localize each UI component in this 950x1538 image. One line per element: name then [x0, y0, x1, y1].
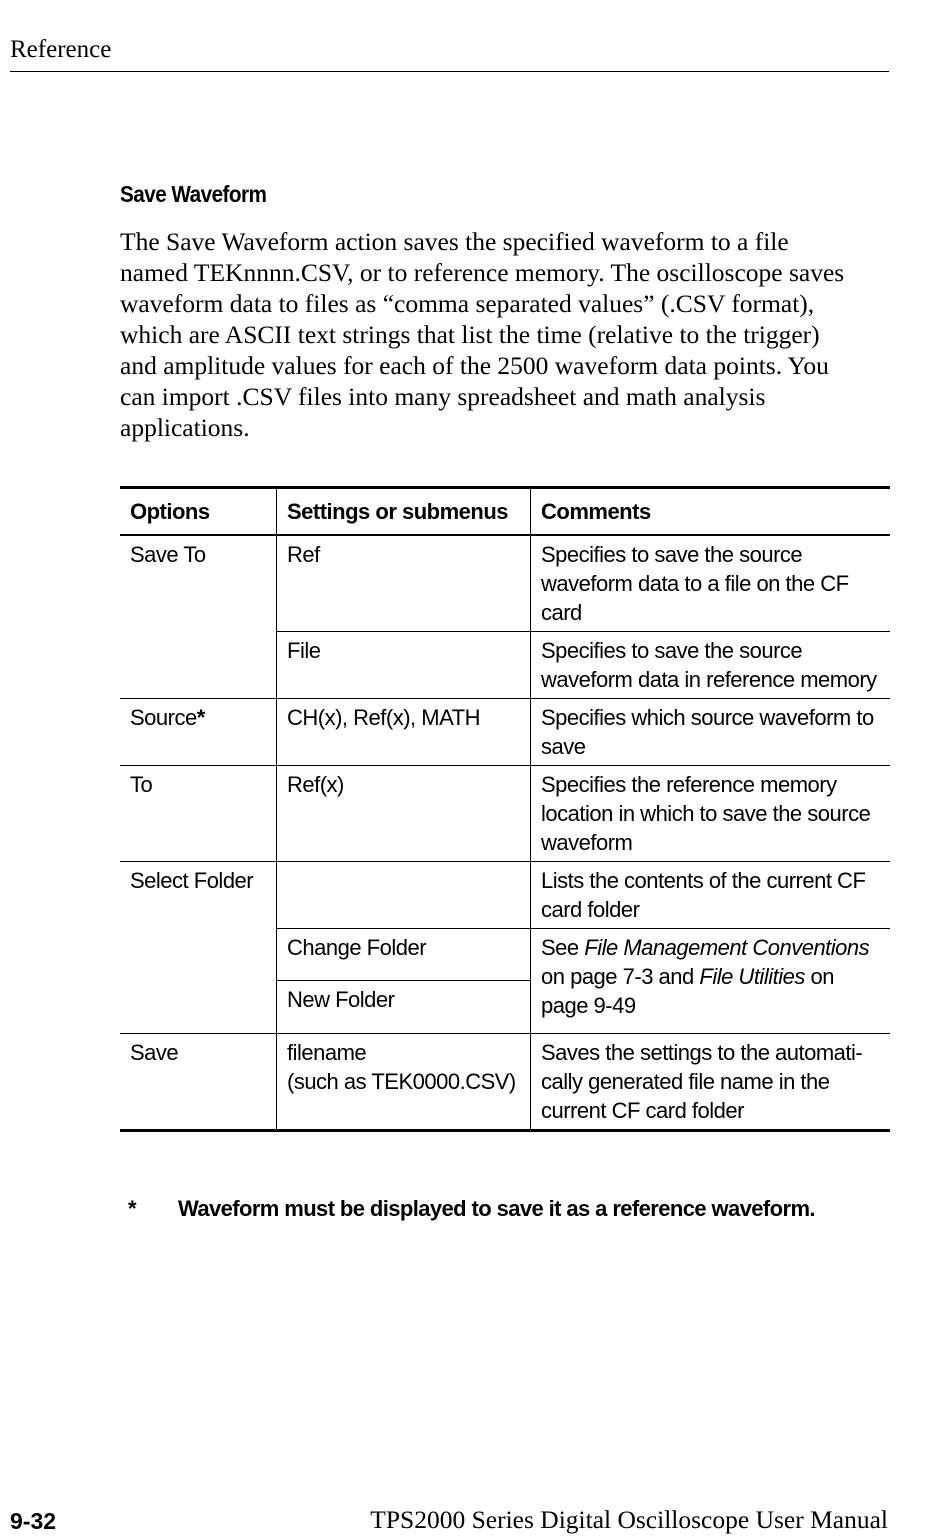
header-options: Options	[130, 499, 210, 524]
setting-save	[276, 1034, 530, 1129]
setting-source: CH(x), Ref(x), MATH	[276, 699, 530, 765]
table-subrow-ref	[276, 536, 890, 632]
manual-title: TPS2000 Series Digital Oscilloscope User Manual	[370, 1505, 888, 1534]
table-subrow-select-folder	[276, 862, 890, 929]
setting-change-folder: Change Folder	[276, 929, 530, 981]
option-select-folder: Select Folder	[130, 868, 254, 893]
comment-select-folder: Lists the contents of the current CF card folder	[530, 862, 890, 928]
header-rule	[10, 71, 889, 72]
comment-save: Saves the settings to the automati-cally generated file name in the current CF card folder	[530, 1034, 890, 1129]
ref-file-utilities: File Utilities	[699, 964, 805, 989]
option-source	[120, 699, 276, 765]
table-header-row	[120, 486, 890, 536]
setting-new-folder: New Folder	[276, 981, 530, 1033]
option-to: To	[130, 772, 153, 797]
running-header: Reference	[10, 36, 112, 63]
section-title: Save Waveform	[120, 181, 267, 207]
options-table	[120, 486, 890, 1132]
page-number: 9-32	[10, 1508, 57, 1534]
table-row-save	[120, 1034, 890, 1132]
comment-file: Specifies to save the source waveform data in reference memory	[530, 632, 890, 698]
header-comments: Comments	[530, 489, 890, 534]
table-subrow-file	[276, 632, 890, 698]
setting-ref: Ref	[276, 536, 530, 631]
comment-source: Specifies which source waveform to save	[530, 699, 890, 765]
footnote-marker: *	[196, 705, 205, 730]
option-save: Save	[130, 1040, 179, 1065]
setting-to: Ref(x)	[276, 766, 530, 861]
footnote-text: Waveform must be displayed to save it as a reference waveform.	[178, 1196, 815, 1221]
table-footnote	[128, 1196, 815, 1222]
header-settings: Settings or submenus	[276, 489, 530, 534]
see-suffix: on page 9-49	[541, 964, 834, 1018]
comment-folders	[530, 929, 890, 1033]
setting-save-line1: filename	[287, 1040, 367, 1065]
option-source-label: Source	[130, 705, 197, 730]
see-prefix: See	[541, 935, 585, 960]
option-save-to: Save To	[130, 542, 206, 567]
table-row-to	[120, 766, 890, 862]
table-row-save-to	[120, 536, 890, 699]
table-subrow-folders	[276, 929, 890, 1033]
ref-file-management-conventions: File Management Conventions	[584, 935, 870, 960]
setting-file: File	[276, 632, 530, 698]
comment-to: Specifies the reference memory location in which to save the source waveform	[530, 766, 890, 861]
section-body: The Save Waveform action saves the specified waveform to a file named TEKnnnn.CSV, or to reference memory. The oscilloscope saves waveform data to files as “comma separated values” (.CSV format), which are ASCII text strings that list the time (relative to the trigger) and amplitude values for each of the 2500 waveform data points. You can import .CSV files into many spreadsheet and math analysis applications.	[120, 227, 845, 442]
table-row-select-folder	[120, 862, 890, 1034]
see-mid: on page 7-3 and	[541, 964, 700, 989]
table-row-source	[120, 699, 890, 766]
footnote-mark: *	[128, 1196, 136, 1221]
comment-ref: Specifies to save the source waveform data to a file on the CF card	[530, 536, 890, 631]
setting-save-line2: (such as TEK0000.CSV)	[287, 1069, 516, 1094]
setting-select-folder	[276, 862, 530, 928]
